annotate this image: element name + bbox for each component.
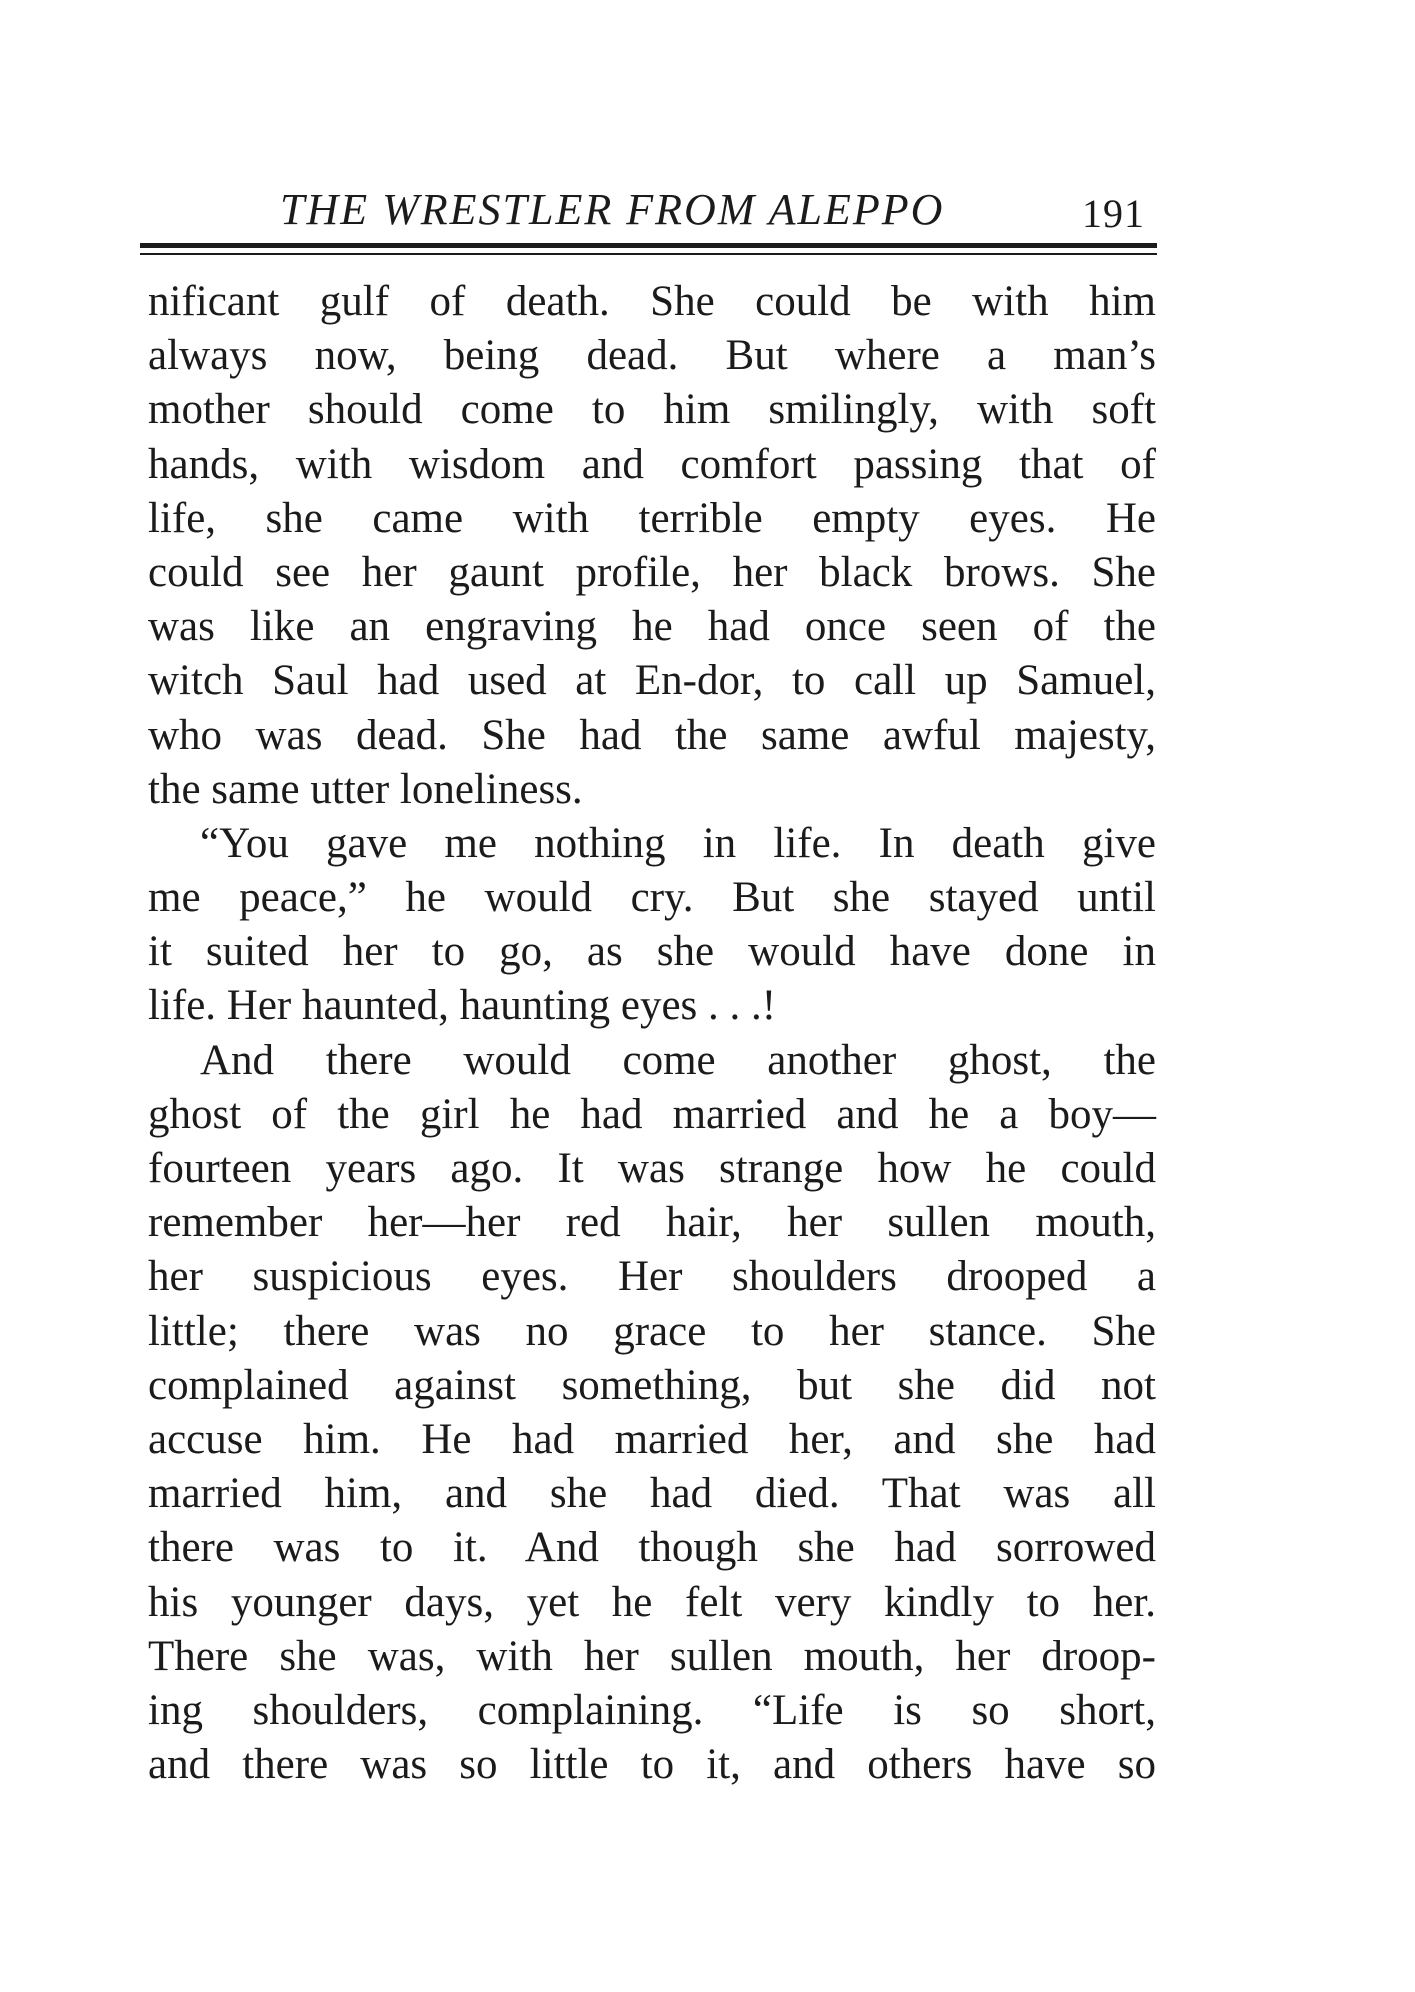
text-line: fourteen years ago. It was strange how he could xyxy=(148,1145,1156,1192)
header-rule-thin xyxy=(140,253,1157,255)
text-line: little; there was no grace to her stance. She xyxy=(148,1307,1156,1355)
text-line: life, she came with terrible empty eyes. He xyxy=(148,494,1156,542)
running-title: THE WRESTLER FROM ALEPPO xyxy=(280,185,945,234)
text-line: his younger days, yet he felt very kindly to her. xyxy=(148,1578,1156,1626)
text-line: witch Saul had used at En-dor, to call up Samuel, xyxy=(148,657,1156,705)
text-line: was like an engraving he had once seen of the xyxy=(148,603,1156,651)
text-line: “You gave me nothing in life. In death give xyxy=(200,819,1156,867)
text-line: complained against something, but she did not xyxy=(148,1361,1156,1409)
text-line: life. Her haunted, haunting eyes . . .! xyxy=(148,982,777,1030)
text-line: and there was so little to it, and others have so xyxy=(148,1741,1156,1789)
text-line: could see her gaunt profile, her black brows. She xyxy=(148,548,1156,596)
text-line: ghost of the girl he had married and he a boy— xyxy=(148,1090,1156,1138)
text-line: there was to it. And though she had sorrowed xyxy=(148,1524,1156,1572)
text-line: married him, and she had died. That was all xyxy=(148,1470,1156,1518)
text-line: always now, being dead. But where a man’s xyxy=(148,332,1156,380)
text-line: the same utter loneliness. xyxy=(148,765,583,813)
text-line: accuse him. He had married her, and she had xyxy=(148,1415,1156,1463)
text-line: remember her—her red hair, her sullen mouth, xyxy=(148,1199,1156,1247)
text-line: mother should come to him smilingly, with soft xyxy=(148,386,1156,434)
text-line: it suited her to go, as she would have done in xyxy=(148,928,1156,976)
text-line: her suspicious eyes. Her shoulders drooped a xyxy=(148,1253,1156,1301)
page-number: 191 xyxy=(1082,191,1145,236)
text-line: me peace,” he would cry. But she stayed until xyxy=(148,874,1156,922)
text-line: There she was, with her sullen mouth, her droop- xyxy=(148,1632,1156,1680)
text-line: ing shoulders, complaining. “Life is so short, xyxy=(148,1686,1156,1734)
text-line: nificant gulf of death. She could be with him xyxy=(148,278,1156,325)
text-line: And there would come another ghost, the xyxy=(200,1036,1156,1084)
text-line: hands, with wisdom and comfort passing that of xyxy=(148,440,1156,488)
text-line: who was dead. She had the same awful majesty, xyxy=(148,711,1156,759)
header-rule-thick xyxy=(140,243,1157,248)
body-text xyxy=(148,275,1156,1792)
running-head xyxy=(150,180,1155,240)
